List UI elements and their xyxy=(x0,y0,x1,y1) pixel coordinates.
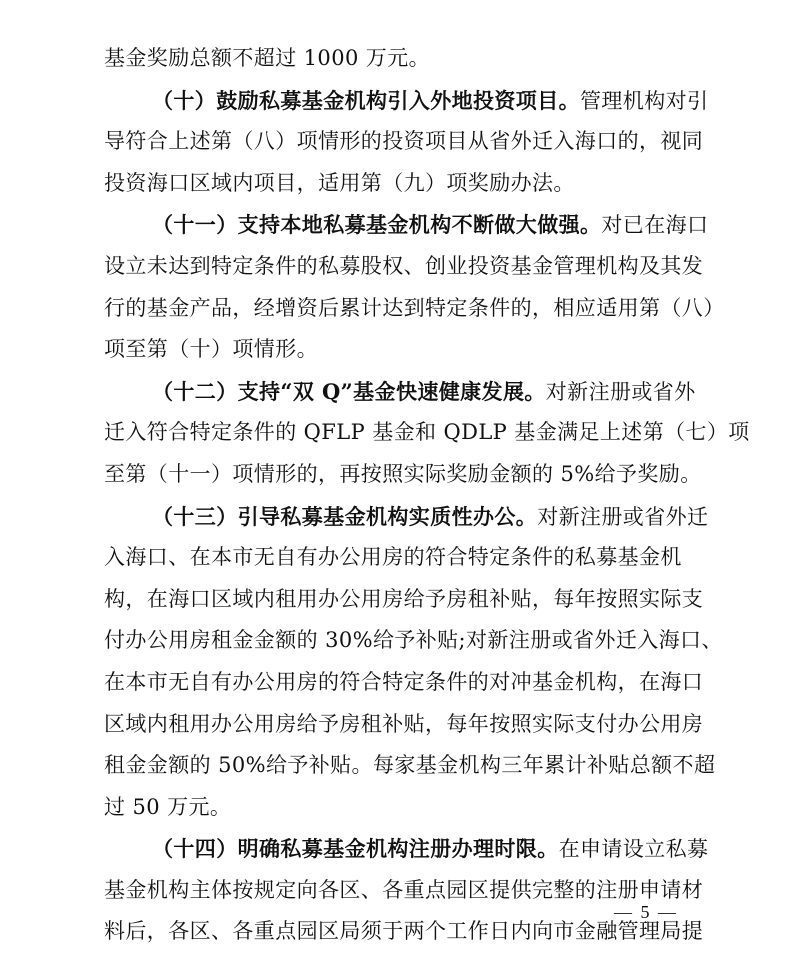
line-text: 项至第（十）项情形。 xyxy=(104,337,318,362)
paragraph-line xyxy=(104,121,704,163)
line-text: 入海口、在本市无自有办公用房的符合特定条件的私募基金机 xyxy=(104,545,682,570)
line-text: 投资海口区域内项目，适用第（九）项奖励办法。 xyxy=(104,170,575,195)
paragraph-line xyxy=(104,412,750,454)
paragraph-line xyxy=(104,787,694,829)
paragraph-line xyxy=(104,537,694,579)
paragraph-line xyxy=(104,38,694,80)
paragraph-line xyxy=(104,80,709,122)
line-text: 料后，各区、各重点园区局须于两个工作日内向市金融管理局提 xyxy=(104,919,704,944)
line-text: 设立未达到特定条件的私募股权、创业投资基金管理机构及其发 xyxy=(104,253,704,278)
clause-heading: （十四）明确私募基金机构注册办理时限。 xyxy=(152,836,559,862)
paragraph-line xyxy=(104,288,725,330)
paragraph-line xyxy=(104,163,694,205)
clause-heading: （十三）引导私募基金机构实质性办公。 xyxy=(152,503,538,529)
paragraph-line xyxy=(104,204,709,246)
line-text: 构，在海口区域内租用办公用房给予房租补贴，每年按照实际支 xyxy=(104,586,704,611)
line-text: 管理机构对引 xyxy=(580,88,709,113)
clause-heading: （十一）支持本地私募基金机构不断做大做强。 xyxy=(152,212,602,238)
paragraph-line xyxy=(104,704,704,746)
page-number: — 5 — xyxy=(614,902,678,922)
line-text: 基金机构主体按规定向各区、各重点园区提供完整的注册申请材 xyxy=(104,877,704,902)
clause-heading: （十二）支持“双 Q”基金快速健康发展。 xyxy=(152,378,546,404)
line-text: 基金奖励总额不超过 1000 万元。 xyxy=(104,46,430,70)
line-text: 迁入符合特定条件的 QFLP 基金和 QDLP 基金满足上述第（七）项 xyxy=(104,420,750,445)
line-text: 区域内租用办公用房给予房租补贴，每年按照实际支付办公用房 xyxy=(104,711,704,736)
paragraph-line xyxy=(104,246,704,288)
paragraph-line xyxy=(104,828,709,870)
clause-heading: （十）鼓励私募基金机构引入外地投资项目。 xyxy=(152,87,580,113)
line-text: 过 50 万元。 xyxy=(104,794,232,819)
line-text: 在申请设立私募 xyxy=(558,837,709,862)
line-text: 对新注册或省外 xyxy=(545,379,696,404)
paragraph-line xyxy=(104,329,694,371)
line-text: 行的基金产品，经增资后累计达到特定条件的，相应适用第（八） xyxy=(104,295,725,320)
line-text: 对已在海口 xyxy=(601,213,709,238)
line-text: 至第（十一）项情形的，再按照实际奖励金额的 5%给予奖励。 xyxy=(104,461,702,486)
paragraph-line xyxy=(104,454,702,496)
paragraph-line xyxy=(104,662,704,704)
line-text: 在本市无自有办公用房的符合特定条件的对冲基金机构，在海口 xyxy=(104,669,704,694)
body-text xyxy=(104,38,750,953)
paragraph-line xyxy=(104,496,709,538)
line-text: 对新注册或省外迁 xyxy=(537,504,709,529)
paragraph-line xyxy=(104,371,694,413)
line-text: 付办公用房租金金额的 30%给予补贴;对新注册或省外迁入海口、 xyxy=(104,628,723,653)
line-text: 导符合上述第（八）项情形的投资项目从省外迁入海口的，视同 xyxy=(104,129,704,154)
paragraph-line xyxy=(104,745,716,787)
paragraph-line xyxy=(104,579,704,621)
paragraph-line xyxy=(104,620,723,662)
line-text: 租金金额的 50%给予补贴。每家基金机构三年累计补贴总额不超 xyxy=(104,753,716,778)
